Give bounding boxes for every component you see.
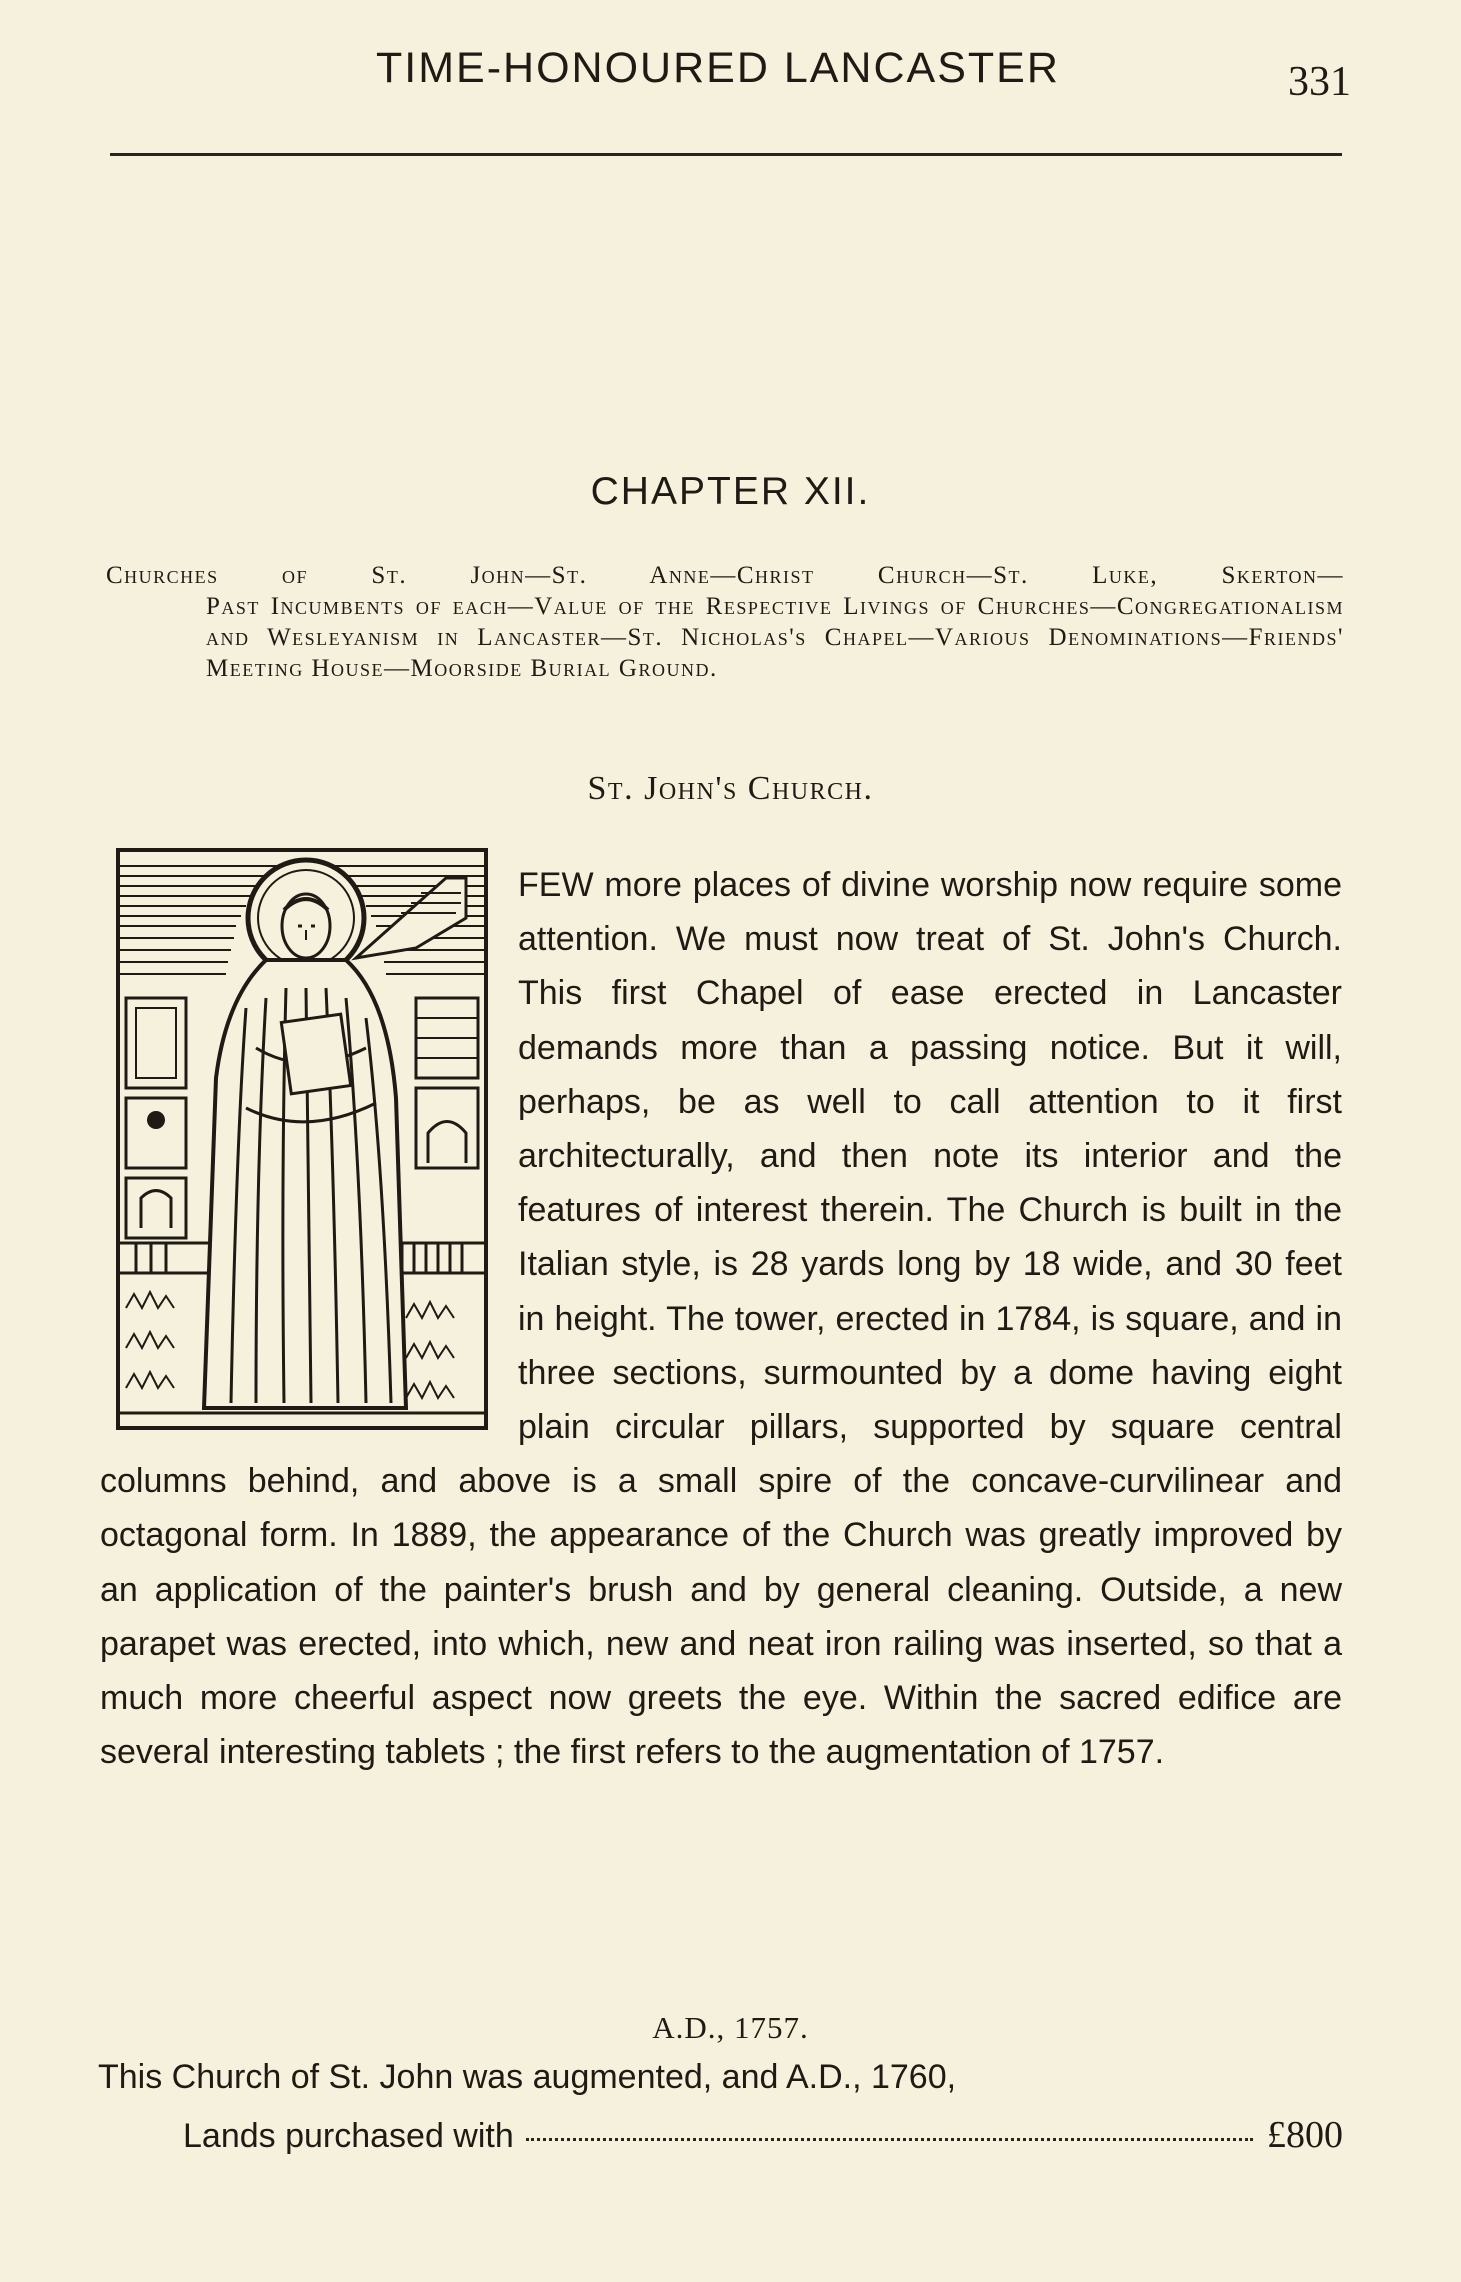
record-line: This Church of St. John was augmented, and A.D., 1760, [98,2058,957,2096]
body-paragraph-text: FEW more places of divine worship now require some attention. We must now treat of St. John's Church. This first Chapel of ease erected in Lancaster demands more than a passing notice. But it will, perhaps, be as well to call attention to it first architecturally, and then note its interior and the features of interest therein. The Church is built in the Italian style, is 28 yards long by 18 wide, and 30 feet in height. The tower, erected in 1784, is square, and in three sections, surmounted by a dome having eight plain circular pillars, supported by square central columns behind, and above is a small spire of the concave-curvilinear and octagonal form. In 1889, the appearance of the Church was greatly improved by an application of the painter's brush and by general cleaning. Outside, a new parapet was erected, into which, new and neat iron railing was inserted, so that a much more cheerful aspect now greets the eye. Within the sacred edifice are several interesting tablets ; the first refers to the augmentation of 1757. [100,866,1342,1772]
chapter-summary-first-line: Churches of St. John—St. Anne—Christ Church—St. Luke, Skerton— [106,562,1344,589]
record-entry-label: Lands purchased with [183,2117,514,2155]
dot-leader [526,2138,1253,2141]
running-title: TIME-HONOURED LANCASTER [376,44,1060,92]
record-date: A.D., 1757. [652,2010,809,2045]
header-rule [110,153,1342,156]
chapter-title: CHAPTER XII. [590,470,871,513]
body-paragraph [100,858,1342,1779]
chapter-summary [106,560,1344,684]
record-entry-amount: £800 [1267,2114,1343,2156]
illustration-spacer [100,858,518,1430]
record-entry [183,2113,1343,2157]
section-heading: St. John's Church. [587,770,874,807]
page-number: 331 [1288,59,1351,105]
chapter-summary-rest: Past Incumbents of each—Value of the Respective Livings of Churches—Congregationalism and Wesleyanism in Lancaster—St. Nicholas's Chapel—Various Denominations—Friends' Meeting House—Moorside Burial Ground. [206,593,1344,682]
